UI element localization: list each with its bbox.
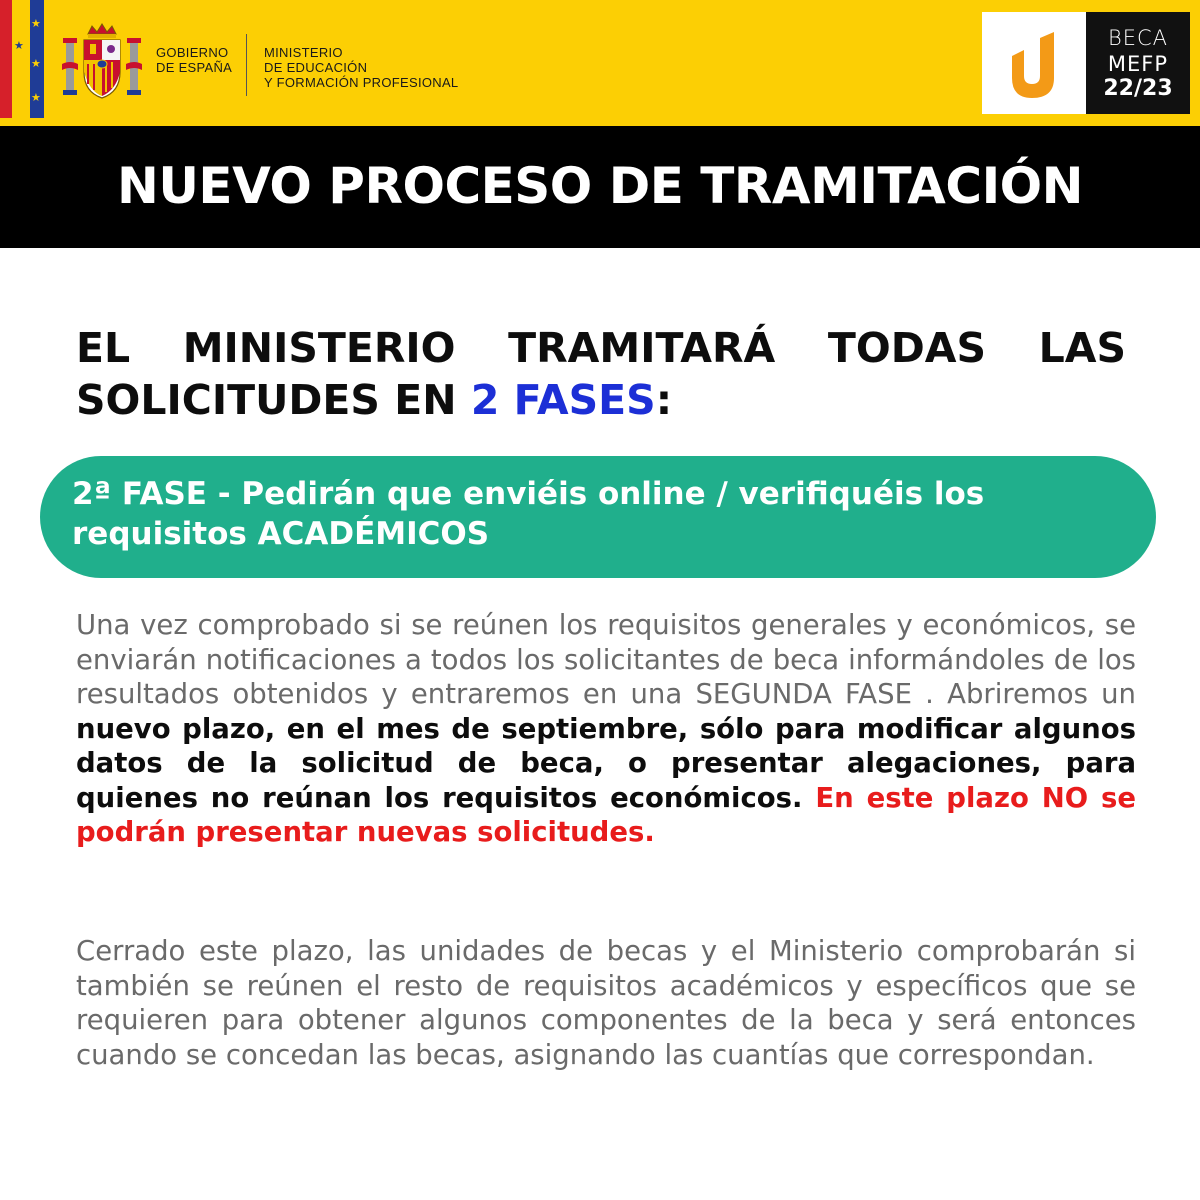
paragraph-second: Cerrado este plazo, las unidades de becas y el Ministerio comprobarán si también se reúnen el resto de requisitos académicos y específicos que se requieren para obtener algunos componentes de la beca y será entonces cuando se concedan las becas, asignando las cuantías que correspondan. [76, 935, 1136, 1071]
coat-of-arms-icon [60, 20, 144, 104]
heading-text: SOLICITUDES EN [76, 376, 471, 424]
heading-colon: : [655, 376, 673, 424]
heading-word: LAS [1038, 324, 1126, 372]
u-shape-logo-icon [982, 12, 1086, 114]
page-title: NUEVO PROCESO DE TRAMITACIÓN [116, 157, 1084, 215]
phase-text: 2ª FASE - Pedirán que enviéis online / verifiquéis los requisitos ACADÉMICOS [72, 476, 985, 552]
brand-logo [982, 12, 1086, 114]
header-divider [246, 34, 247, 96]
star-icon: ★ [31, 91, 41, 104]
heading-word: MINISTERIO [182, 324, 456, 372]
government-label: GOBIERNO DE ESPAÑA [156, 45, 233, 75]
beca-badge: BECA MEFP 22/23 [1086, 12, 1190, 114]
star-icon: ★ [14, 39, 24, 52]
heading-word: TRAMITARÁ [508, 324, 776, 372]
eu-spain-flag-icon [0, 0, 44, 118]
header-banner [0, 0, 1200, 126]
star-icon: ★ [31, 57, 41, 70]
star-icon: ★ [31, 17, 41, 30]
paragraph-bold-text: nuevo plazo, en el mes de septiembre, sólo para modificar algunos datos de la solicitud de beca, o presentar alegaciones, para quienes no reúnan los requisitos económicos. [76, 712, 1136, 814]
heading-word: EL [76, 324, 131, 372]
title-bar [0, 126, 1200, 248]
heading-highlight: 2 FASES [470, 376, 656, 424]
paragraph-first [76, 608, 1136, 850]
ministry-label: MINISTERIO DE EDUCACIÓN Y FORMACIÓN PROFESIONAL [264, 45, 459, 90]
paragraph-warning-text: En este plazo NO se podrán presentar nuevas solicitudes. [76, 781, 1137, 848]
paragraph-normal-text: Una vez comprobado si se reúnen los requisitos generales y económicos, se enviarán notificaciones a todos los solicitantes de beca informándoles de los resultados obtenidos y entraremos en una SEGUNDA FASE . Abriremos un [76, 609, 1136, 710]
section-heading [76, 322, 1126, 426]
heading-word: TODAS [827, 324, 986, 372]
